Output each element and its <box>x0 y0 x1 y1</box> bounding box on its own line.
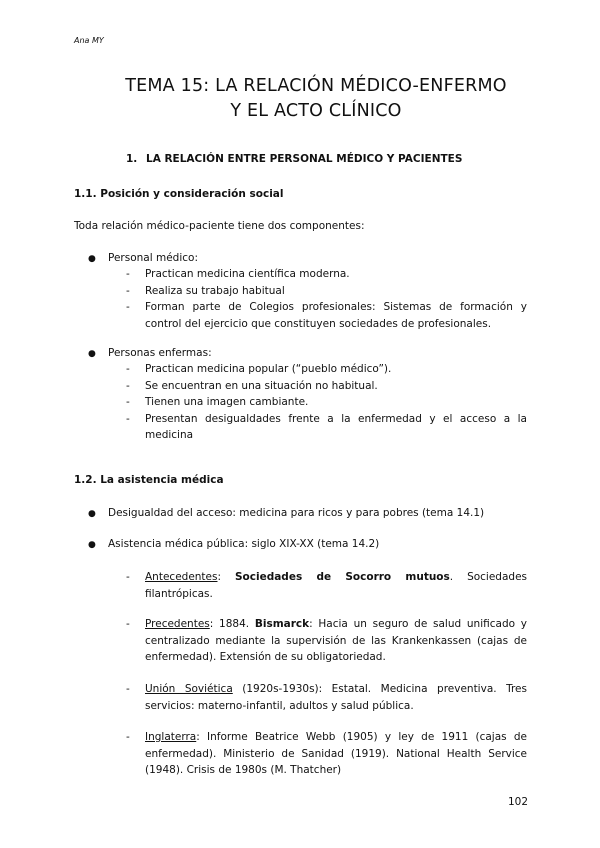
personal-medico-list <box>126 266 527 332</box>
dash-icon: - <box>126 731 130 743</box>
dash-icon: - <box>126 301 130 313</box>
list-item: - Presentan desigualdades frente a la enfermedad y el acceso a la medicina <box>126 412 527 441</box>
entry-bold: Bismarck <box>254 618 310 630</box>
list-item: - Precedentes: 1884. Bismarck: Hacia un seguro de salud unificado y centralizado mediante la supervisión de las Krankenkassen (cajas de enfermedad). Extensión de su obligatoriedad. <box>126 618 527 663</box>
entry-inglaterra <box>126 729 527 779</box>
subsection-1-2-heading: 1.2. La asistencia médica <box>74 474 224 486</box>
author-header: Ana MY <box>74 36 104 45</box>
dash-icon: - <box>126 412 130 425</box>
dash-icon: - <box>126 363 130 375</box>
intro-paragraph: Toda relación médico-paciente tiene dos componentes: <box>74 220 365 232</box>
list-item: - Practican medicina popular (“pueblo médico”). <box>126 361 527 378</box>
bullet-personal-medico <box>88 252 198 264</box>
bullet-label: Desigualdad del acceso: medicina para ricos y para pobres (tema 14.1) <box>108 507 485 519</box>
bullet-label: Personal médico: <box>108 252 198 264</box>
bullet-personas-enfermas <box>88 347 212 359</box>
list-item: - Practican medicina científica moderna. <box>126 266 527 283</box>
entry-precedentes <box>126 616 527 666</box>
bullet-label: Asistencia médica pública: siglo XIX-XX (tema 14.2) <box>108 538 380 550</box>
personas-enfermas-list <box>126 361 527 444</box>
page-number: 102 <box>508 796 529 808</box>
section-1-number: 1. <box>126 153 138 165</box>
bullet-icon: ● <box>88 540 96 550</box>
dash-icon: - <box>126 396 130 408</box>
bullet-icon: ● <box>88 349 96 359</box>
bullet-label: Personas enfermas: <box>108 347 212 359</box>
bullet-asistencia-publica <box>88 538 379 550</box>
entry-term: Antecedentes <box>145 571 218 583</box>
entry-term: Unión Soviética <box>145 683 233 695</box>
page-title <box>0 74 600 124</box>
section-1-title: LA RELACIÓN ENTRE PERSONAL MÉDICO Y PACIENTES <box>146 153 463 165</box>
list-item: - Inglaterra: Informe Beatrice Webb (1905) y ley de 1911 (cajas de enfermedad). Ministerio de Sanidad (1919). National Health Service (1948). Crisis de 1980s (M. Thatcher) <box>126 731 527 776</box>
dash-icon: - <box>126 683 130 695</box>
section-1-heading <box>126 153 462 165</box>
dash-icon: - <box>126 284 130 297</box>
entry-antecedentes <box>126 569 527 602</box>
list-item: - Se encuentran en una situación no habitual. <box>126 378 527 395</box>
dash-icon: - <box>126 618 130 630</box>
entry-bold: Sociedades de Socorro mutuos <box>234 571 450 583</box>
list-item: - Realiza su trabajo habitual <box>126 283 527 300</box>
list-item: - Forman parte de Colegios profesionales: Sistemas de formación y control del ejercicio que constituyen sociedades de profesionales. <box>126 301 527 330</box>
list-item: - Antecedentes: Sociedades de Socorro mutuos. Sociedades filantrópicas. <box>126 571 527 600</box>
dash-icon: - <box>126 379 130 392</box>
bullet-icon: ● <box>88 254 96 264</box>
list-item: - Unión Soviética (1920s-1930s): Estatal. Medicina preventiva. Tres servicios: materno-infantil, adultos y salud pública. <box>126 683 527 712</box>
title-line-1: TEMA 15: LA RELACIÓN MÉDICO-ENFERMO <box>125 76 507 96</box>
entry-term: Precedentes <box>145 618 210 630</box>
entry-union-sovietica <box>126 681 527 714</box>
subsection-1-1-heading: 1.1. Posición y consideración social <box>74 188 284 200</box>
title-line-2: Y EL ACTO CLÍNICO <box>230 101 402 121</box>
bullet-icon: ● <box>88 509 96 519</box>
dash-icon: - <box>126 268 130 280</box>
dash-icon: - <box>126 571 130 583</box>
entry-term: Inglaterra <box>145 731 197 743</box>
list-item: - Tienen una imagen cambiante. <box>126 394 527 411</box>
bullet-desigualdad <box>88 507 484 519</box>
